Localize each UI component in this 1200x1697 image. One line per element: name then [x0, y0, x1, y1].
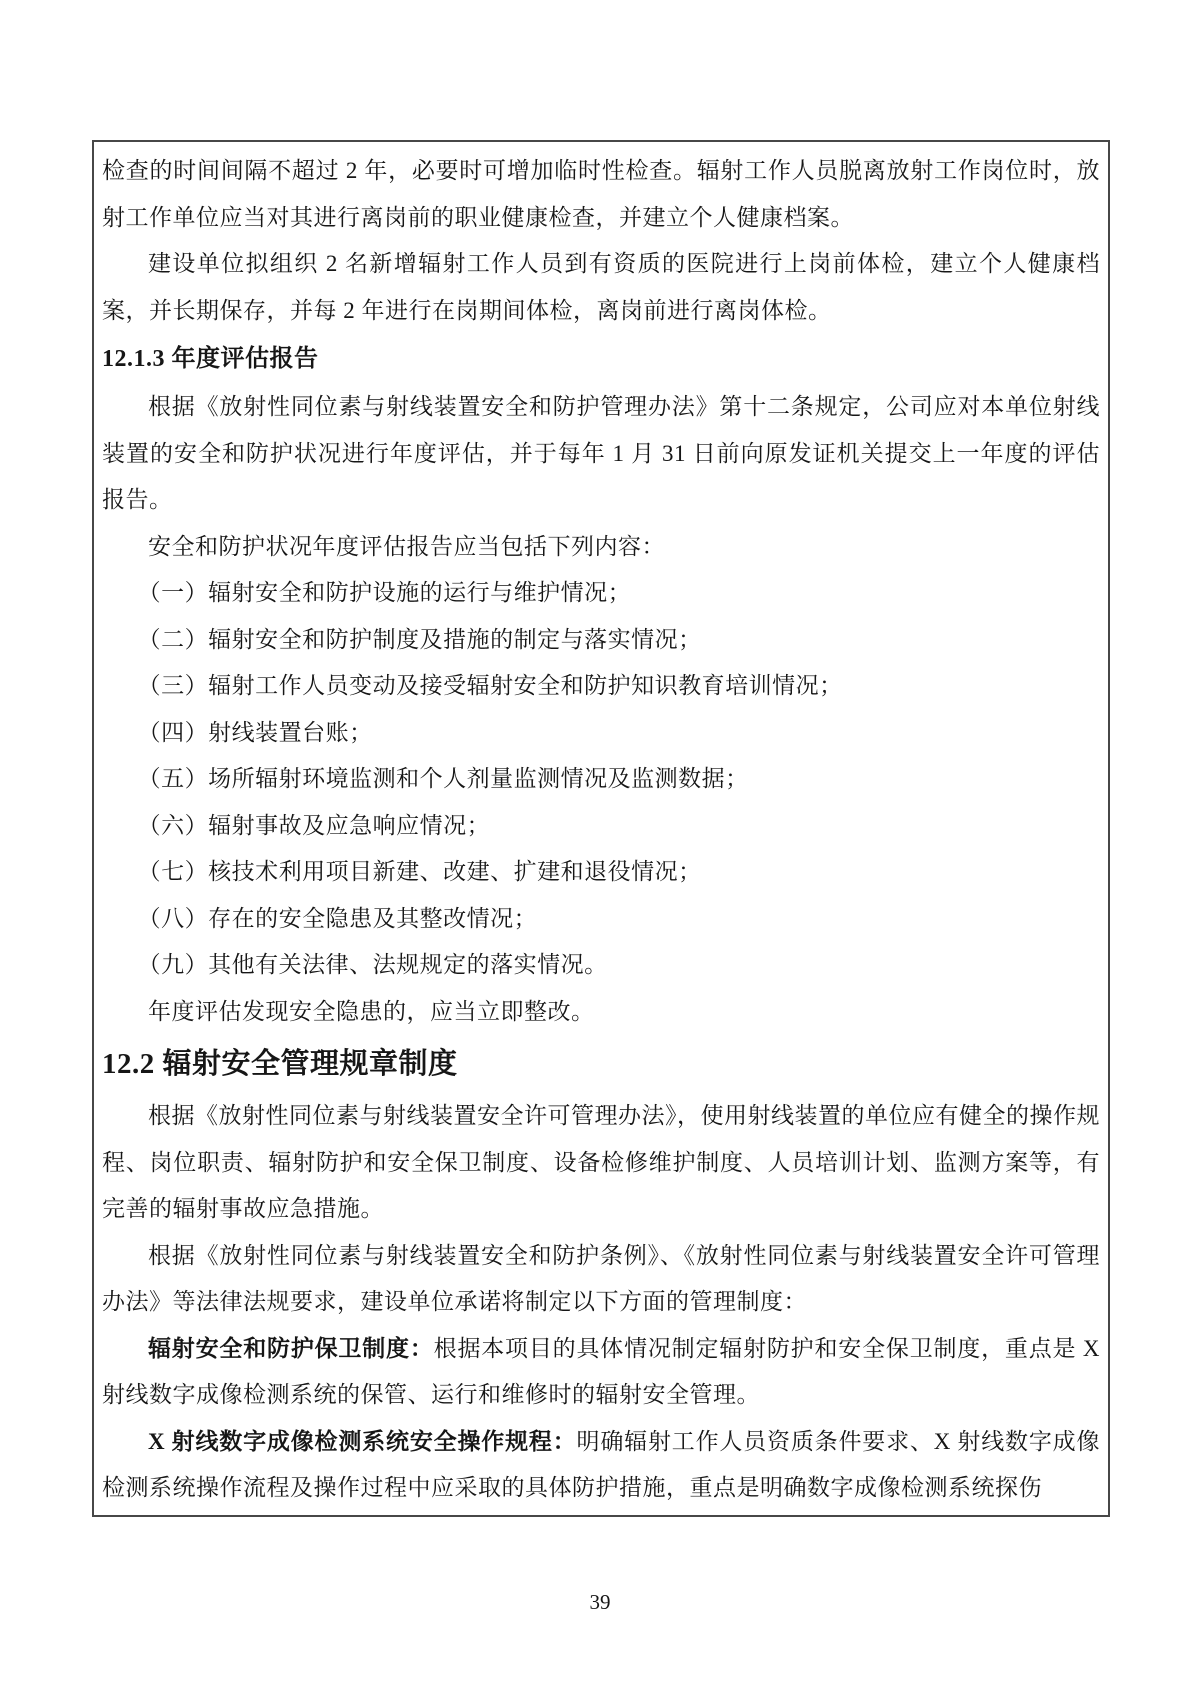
list-item-5: （五）场所辐射环境监测和个人剂量监测情况及监测数据；: [137, 766, 749, 791]
paragraph-commitment-to-rules: 根据《放射性同位素与射线装置安全和防护条例》、《放射性同位素与射线装置安全许可管理办法》等法律法规要求，建设单位承诺将制定以下方面的管理制度：: [102, 1242, 1100, 1314]
operation-rules-lead-label: X 射线数字成像检测系统安全操作规程：: [148, 1428, 577, 1454]
security-system-body-text: 根据本项目的具体情况制定辐射防护和安全保卫制度，重点是 X 射线数字成像检测系统的保管、运行和维修时的辐射安全管理。: [102, 1335, 1100, 1407]
list-item-2: （二）辐射安全和防护制度及措施的制定与落实情况；: [137, 626, 702, 652]
list-item-3: （三）辐射工作人员变动及接受辐射安全和防护知识教育培训情况；: [137, 673, 843, 698]
paragraph-operation-rules: [102, 1419, 1100, 1512]
paragraph-rectify-immediately: 年度评估发现安全隐患的，应当立即整改。: [148, 998, 595, 1024]
paragraph-physical-exam-plan: 建设单位拟组织 2 名新增辐射工作人员到有资质的医院进行上岗前体检，建立个人健康档案，并长期保存，并每 2 年进行在岗期间体检，离岗前进行离岗体检。: [102, 251, 1100, 323]
list-item-7: （七）核技术利用项目新建、改建、扩建和退役情况；: [137, 859, 702, 884]
paragraph-security-system: [102, 1326, 1100, 1419]
paragraph-report-should-include: 安全和防护状况年度评估报告应当包括下列内容：: [148, 533, 665, 559]
page-number: 39: [589, 1590, 611, 1614]
heading-12-1-3-annual-assessment-report: 12.1.3 年度评估报告: [102, 346, 319, 372]
paragraph-health-check-continuation: 检查的时间间隔不超过 2 年，必要时可增加临时性检查。辐射工作人员脱离放射工作岗位时，放射工作单位应当对其进行离岗前的职业健康检查，并建立个人健康档案。: [102, 158, 1100, 230]
paragraph-annual-assessment-requirement: 根据《放射性同位素与射线装置安全和防护管理办法》第十二条规定，公司应对本单位射线装置的安全和防护状况进行年度评估，并于每年 1 月 31 日前向原发证机关提交上一年度的评估报告。: [102, 394, 1100, 512]
list-item-1: （一）辐射安全和防护设施的运行与维护情况；: [137, 580, 632, 605]
list-item-8: （八）存在的安全隐患及其整改情况；: [137, 905, 538, 931]
list-item-4: （四）射线装置台账；: [137, 719, 373, 745]
list-item-9: （九）其他有关法律、法规规定的落实情况。: [137, 952, 608, 977]
security-system-lead-label: 辐射安全和防护保卫制度：: [148, 1335, 434, 1361]
document-body-frame: [92, 140, 1110, 1517]
paragraph-license-management-rules: 根据《放射性同位素与射线装置安全许可管理办法》，使用射线装置的单位应有健全的操作规程、岗位职责、辐射防护和安全保卫制度、设备检修维护制度、人员培训计划、监测方案等，有完善的辐射事故应急措施。: [102, 1103, 1100, 1221]
list-item-6: （六）辐射事故及应急响应情况；: [137, 812, 491, 838]
operation-rules-body-text: 明确辐射工作人员资质条件要求、X 射线数字成像检测系统操作流程及操作过程中应采取的具体防护措施，重点是明确数字成像检测系统探伤: [102, 1428, 1100, 1500]
heading-12-2-radiation-safety-management-rules: 12.2 辐射安全管理规章制度: [102, 1048, 458, 1080]
